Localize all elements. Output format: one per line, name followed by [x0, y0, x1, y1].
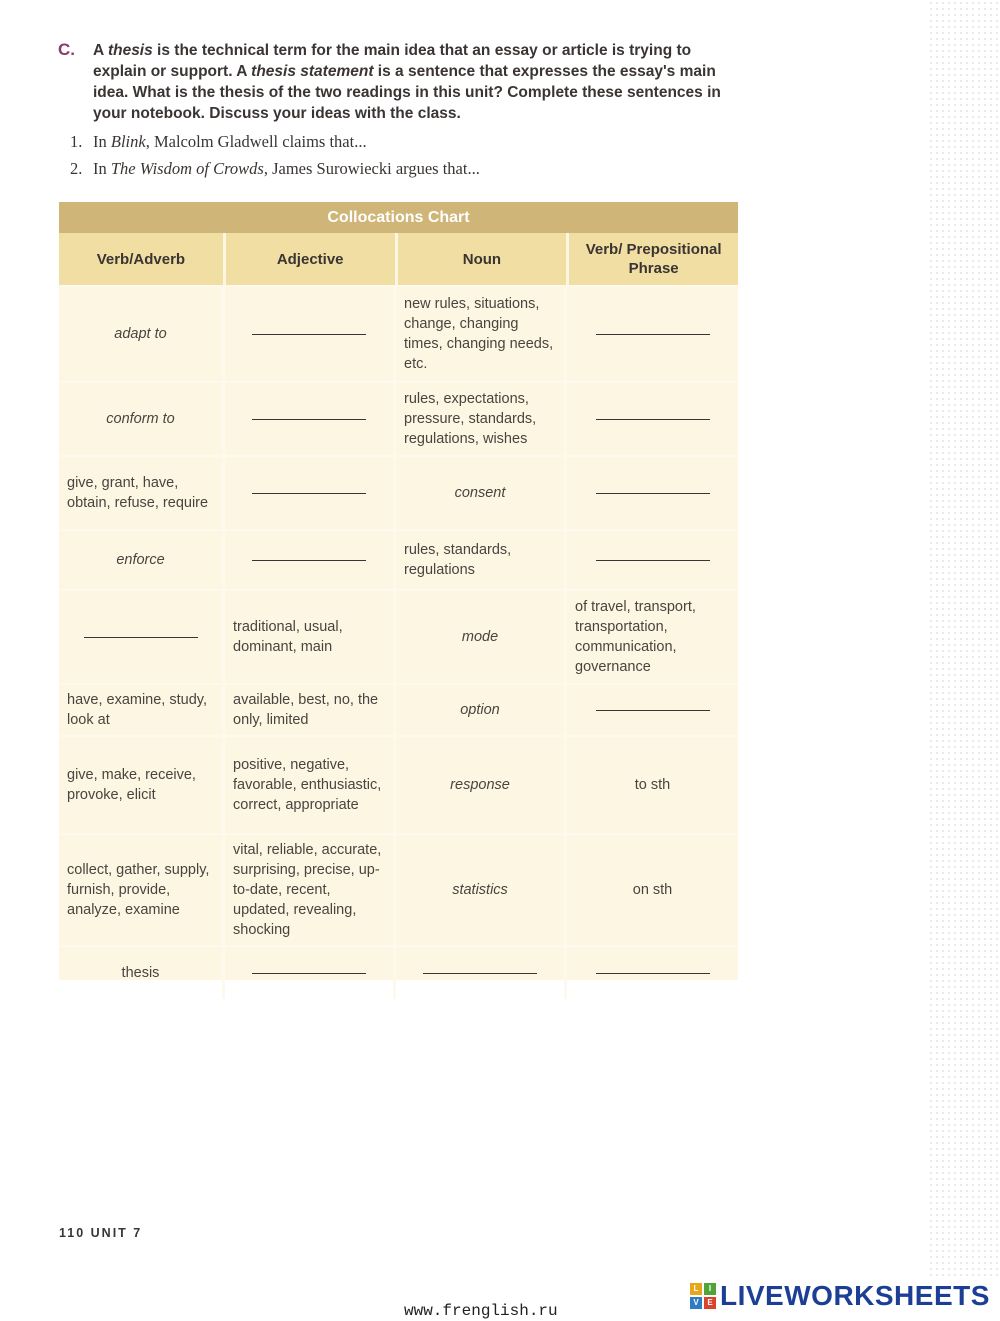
cell-noun: [396, 457, 567, 529]
cell-prepositional-phrase: [567, 531, 738, 589]
cell-noun: [396, 383, 567, 455]
chart-row: [59, 683, 738, 735]
cell-verb-adverb-text: conform to: [106, 411, 175, 427]
instr-term-thesis-statement: thesis statement: [251, 63, 374, 80]
cell-noun-text: consent: [454, 485, 506, 501]
cell-noun-text: option: [460, 702, 500, 718]
logo-mark-letter: E: [704, 1297, 716, 1309]
cell-adjective: [225, 457, 396, 529]
cell-noun: [396, 685, 567, 735]
cell-adjective-text: positive, negative, favorable, enthusiastic, correct, appropriate: [233, 757, 382, 813]
cell-noun: [396, 835, 567, 945]
logo-mark-icon: [690, 1283, 716, 1309]
cell-noun: [396, 287, 567, 381]
cell-noun: [396, 737, 567, 833]
logo-mark-letter: I: [704, 1283, 716, 1295]
logo-mark-letter: L: [690, 1283, 702, 1295]
liveworksheets-logo: [690, 1280, 990, 1312]
cell-noun-text: statistics: [452, 882, 508, 898]
cell-prepositional-phrase: [567, 835, 738, 945]
answer-blank[interactable]: [596, 492, 710, 494]
cell-prepositional-phrase: [567, 947, 738, 999]
answer-blank[interactable]: [596, 333, 710, 335]
chart-row: [59, 285, 738, 381]
prompt-post: , James Surowiecki argues that...: [263, 159, 480, 178]
cell-verb-adverb-text: adapt to: [114, 326, 167, 342]
cell-adjective-text: traditional, usual, dominant, main: [233, 619, 343, 655]
chart-header-row: [59, 233, 738, 285]
exercise-letter: C.: [58, 40, 75, 59]
cell-prepositional-phrase: [567, 457, 738, 529]
header-adjective: Adjective: [226, 233, 398, 285]
header-verb-adverb: Verb/Adverb: [59, 233, 226, 285]
cell-noun-text: new rules, situations, change, changing times, changing needs, etc.: [404, 296, 554, 372]
cell-verb-adverb: [59, 531, 225, 589]
chart-row: [59, 833, 738, 945]
chart-row: [59, 735, 738, 833]
page-margin-texture: [928, 0, 1000, 1280]
chart-title: Collocations Chart: [59, 202, 738, 233]
cell-prepositional-phrase: [567, 591, 738, 683]
instr-part-3: is a sentence that expresses the essay's main idea. What is the thesis of the two readings in this unit? Complete these sentences in your notebook. Discuss your ideas with the class.: [93, 63, 721, 122]
cell-verb-adverb-text: collect, gather, supply, furnish, provide, analyze, examine: [67, 862, 210, 918]
prompt-pre: In: [93, 159, 111, 178]
cell-verb-adverb-text: give, grant, have, obtain, refuse, require: [67, 475, 209, 511]
answer-blank[interactable]: [596, 559, 710, 561]
cell-noun-text: rules, expectations, pressure, standards, regulations, wishes: [404, 391, 537, 447]
cell-noun-text: mode: [461, 629, 499, 645]
cell-prepositional-phrase-text: on sth: [632, 882, 673, 898]
cell-noun: [396, 947, 567, 999]
exercise-instructions: [93, 40, 738, 124]
answer-blank[interactable]: [423, 972, 537, 974]
logo-mark-letter: V: [690, 1297, 702, 1309]
header-prepositional-phrase: Verb/ Prepositional Phrase: [569, 233, 738, 285]
cell-noun: [396, 531, 567, 589]
cell-adjective: [225, 737, 396, 833]
answer-blank[interactable]: [252, 492, 366, 494]
prompt-title: The Wisdom of Crowds: [110, 159, 264, 178]
prompt-number: 1.: [70, 132, 83, 151]
cell-prepositional-phrase: [567, 287, 738, 381]
cell-adjective: [225, 685, 396, 735]
cell-verb-adverb: [59, 947, 225, 999]
chart-body: [59, 285, 738, 999]
cell-verb-adverb-text: enforce: [116, 552, 165, 568]
answer-blank[interactable]: [252, 559, 366, 561]
prompt-number: 2.: [70, 159, 83, 178]
cell-prepositional-phrase: [567, 685, 738, 735]
instr-part-1: A: [93, 42, 108, 59]
cell-verb-adverb: [59, 685, 225, 735]
prompt-post: , Malcolm Gladwell claims that...: [145, 132, 367, 151]
chart-row: [59, 381, 738, 455]
cell-adjective: [225, 835, 396, 945]
site-url: www.frenglish.ru: [404, 1302, 558, 1320]
cell-adjective: [225, 947, 396, 999]
chart-row: [59, 529, 738, 589]
instr-term-thesis: thesis: [107, 42, 153, 59]
cell-adjective-text: vital, reliable, accurate, surprising, precise, up-to-date, recent, updated, revealing, shocking: [233, 842, 382, 938]
cell-prepositional-phrase-text: of travel, transport, transportation, communication, governance: [575, 599, 696, 675]
cell-noun-text: response: [450, 777, 510, 793]
cell-verb-adverb-text: give, make, receive, provoke, elicit: [67, 767, 196, 803]
cell-verb-adverb: [59, 457, 225, 529]
cell-prepositional-phrase-text: to sth: [634, 777, 671, 793]
answer-blank[interactable]: [596, 972, 710, 974]
answer-blank[interactable]: [252, 418, 366, 420]
page-number-unit: 110 UNIT 7: [59, 1226, 143, 1240]
prompt-pre: In: [93, 132, 111, 151]
prompt-item: [70, 155, 738, 182]
cell-adjective-text: available, best, no, the only, limited: [233, 692, 379, 728]
prompt-title: Blink: [110, 132, 146, 151]
cell-verb-adverb: [59, 383, 225, 455]
answer-blank[interactable]: [84, 636, 198, 638]
logo-text: LIVEWORKSHEETS: [720, 1280, 990, 1311]
cell-verb-adverb-text: have, examine, study, look at: [67, 692, 207, 728]
cell-verb-adverb: [59, 737, 225, 833]
cell-adjective: [225, 383, 396, 455]
cell-adjective: [225, 531, 396, 589]
exercise-c: [58, 40, 738, 182]
answer-blank[interactable]: [252, 333, 366, 335]
answer-blank[interactable]: [596, 709, 710, 711]
cell-prepositional-phrase: [567, 383, 738, 455]
cell-adjective: [225, 287, 396, 381]
chart-row: [59, 945, 738, 999]
prompt-item: [70, 128, 738, 155]
answer-blank[interactable]: [252, 972, 366, 974]
instr-part-2: is the technical term for the main idea that an essay or article is trying to explain or support. A: [93, 42, 692, 80]
header-noun: Noun: [398, 233, 570, 285]
cell-verb-adverb: [59, 835, 225, 945]
prompt-list: [70, 128, 738, 182]
cell-prepositional-phrase: [567, 737, 738, 833]
cell-noun: [396, 591, 567, 683]
cell-noun-text: rules, standards, regulations: [404, 542, 512, 578]
cell-verb-adverb: [59, 591, 225, 683]
cell-adjective: [225, 591, 396, 683]
cell-verb-adverb-text: thesis: [121, 965, 160, 981]
chart-row: [59, 589, 738, 683]
answer-blank[interactable]: [596, 418, 710, 420]
cell-verb-adverb: [59, 287, 225, 381]
collocations-chart: [59, 202, 738, 980]
chart-row: [59, 455, 738, 529]
